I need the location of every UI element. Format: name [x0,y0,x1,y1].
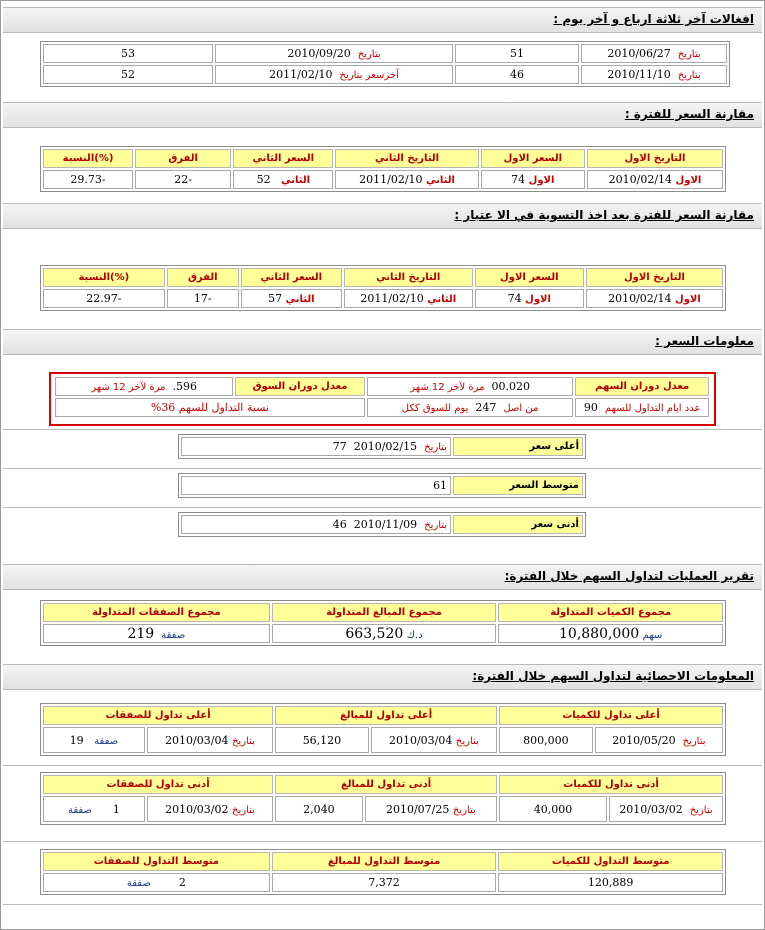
table-header-row [43,775,723,794]
section-header-quarters [3,7,762,33]
column-header: أدنى تداول للكميات [499,775,723,794]
avg-price-table [178,473,586,498]
table-row [43,170,723,189]
column-header: مجموع المبالغ المتداولة [272,603,497,622]
table-row [181,515,583,534]
column-header: التاريخ الاول [587,149,723,168]
section-title: معلومات السعر : [655,334,754,348]
date-cell: بتاريخ 2010/03/02 [609,796,723,822]
date-cell: بتاريخ 2010/06/27 [581,44,727,63]
table-row [181,476,583,495]
date-cell: آخرسعر بتاريخ 2011/02/10 [215,65,453,84]
table-row [43,289,723,308]
high-price-table [178,434,586,459]
section-title: مقارنة السعر للفترة : [624,107,754,121]
quarters-table [40,41,730,87]
avg-amount-cell: 7,372 [272,873,497,892]
table-row [55,377,709,396]
operations-table [40,600,726,646]
table-row [43,624,723,643]
divider [3,765,762,766]
section-header-price-info [3,329,762,355]
table-row [43,796,723,822]
first-price-cell: الاول 74 [481,170,585,189]
second-price-cell: الثاني 57 [241,289,342,308]
date-cell: بتاريخ 2010/03/04 [371,727,497,753]
first-date-cell: الاول 2010/02/14 [587,170,723,189]
section-title: المعلومات الاحصائية لتداول السهم خلال الفترة: [472,669,754,683]
avg-qty-cell: 120,889 [498,873,723,892]
low-trading-table [40,772,726,825]
column-header: السعر الاول [475,268,584,287]
total-deals-cell: صفقة 219 [43,624,270,643]
date-cell: بتاريخ 2010/11/10 [581,65,727,84]
second-date-cell: الثاني 2011/02/10 [344,289,473,308]
date-cell: بتاريخ 2010/09/20 [215,44,453,63]
column-header: الفرق [167,268,239,287]
high-price-cell: بتاريخ 2010/02/15 77 [181,437,451,456]
market-turnover-cell: 596. مرة لآخر 12 شهر [55,377,233,396]
divider [3,841,762,842]
divider [3,468,762,469]
section-header-statistics [3,664,762,690]
date-cell: بتاريخ 2010/03/04 [147,727,273,753]
table-row [43,727,723,753]
total-amount-cell: د.ك 663,520 [272,624,497,643]
column-header: أعلى تداول للمبالغ [275,706,497,725]
avg-deals-cell: 2 صفقة [43,873,270,892]
column-header: (%)النسبة [43,268,165,287]
column-header: متوسط التداول للصفقات [43,852,270,871]
market-days-cell: من اصل 247 يوم للسوق ككل [367,398,574,417]
table-header-row [43,852,723,871]
value-cell: 53 [43,44,213,63]
pct-cell: -22.97 [43,289,165,308]
column-header: السعر الثاني [241,268,342,287]
high-price-label: أعلى سعر [453,437,583,456]
first-price-cell: الاول 74 [475,289,584,308]
column-header: أدنى تداول للصفقات [43,775,273,794]
value-cell: 56,120 [275,727,369,753]
divider [3,904,762,905]
value-cell: 2,040 [275,796,363,822]
value-cell: 40,000 [499,796,607,822]
column-header: التاريخ الثاني [344,268,473,287]
section-title: افغالات آخر ثلاثة ارباع و آخر يوم : [553,12,754,26]
section-header-price-compare [3,102,762,128]
table-header-row [43,149,723,168]
table-header-row [43,603,723,622]
value-cell: 800,000 [499,727,593,753]
total-qty-cell: سهم 10,880,000 [498,624,723,643]
market-turnover-label: معدل دوران السوق [235,377,365,396]
low-price-label: أدنى سعر [453,515,583,534]
column-header: مجموع الكميات المتداولة [498,603,723,622]
diff-cell: -17 [167,289,239,308]
column-header: التاريخ الثاني [335,149,478,168]
column-header: التاريخ الاول [586,268,723,287]
section-title: تقرير العمليات لتداول السهم خلال الفترة: [504,569,754,583]
table-row [43,873,723,892]
trading-days-cell: عدد ايام التداول للسهم 90 [575,398,709,417]
price-compare-table [40,146,726,192]
avg-trading-table [40,849,726,895]
table-row [43,44,727,63]
section-title: مقارنة السعر للفترة بعد اخذ التسوية في الا عتبار : [454,208,754,222]
value-cell: 1 صفقة [43,796,145,822]
column-header: مجموع الصفقات المتداولة [43,603,270,622]
divider [3,507,762,508]
stock-turnover-cell: 00.020 مرة لآخر 12 شهر [367,377,574,396]
column-header: أعلى تداول للصفقات [43,706,273,725]
date-cell: بتاريخ 2010/07/25 [365,796,497,822]
table-row [181,437,583,456]
column-header: السعر الثاني [233,149,333,168]
pct-cell: -29.73 [43,170,133,189]
value-cell: 51 [455,44,579,63]
table-row [55,398,709,417]
table-header-row [43,706,723,725]
date-cell: بتاريخ 2010/05/20 [595,727,723,753]
column-header: السعر الاول [481,149,585,168]
second-date-cell: الثاني 2011/02/10 [335,170,478,189]
avg-price-cell: 61 [181,476,451,495]
trading-ratio-cell: نسبة التداول للسهم 36% [55,398,365,417]
diff-cell: -22 [135,170,231,189]
column-header: متوسط التداول للمبالغ [272,852,497,871]
column-header: أعلى تداول للكميات [499,706,723,725]
high-trading-table [40,703,726,756]
column-header: متوسط التداول للكميات [498,852,723,871]
table-header-row [43,268,723,287]
value-cell: 52 [43,65,213,84]
low-price-cell: بتاريخ 2010/11/09 46 [181,515,451,534]
value-cell: 46 [455,65,579,84]
turnover-table [53,375,711,419]
value-cell: صفقة 19 [43,727,145,753]
column-header: الفرق [135,149,231,168]
section-header-adjusted-compare [3,203,762,229]
section-header-operations [3,564,762,590]
low-price-table [178,512,586,537]
avg-price-label: متوسط السعر [453,476,583,495]
first-date-cell: الاول 2010/02/14 [586,289,723,308]
column-header: (%)النسبة [43,149,133,168]
second-price-cell: الثاني 52 [233,170,333,189]
column-header: أدنى تداول للمبالغ [275,775,497,794]
table-row [43,65,727,84]
divider [3,429,762,430]
date-cell: بتاريخ 2010/03/02 [147,796,273,822]
adjusted-compare-table [40,265,726,311]
stock-turnover-label: معدل دوران السهم [575,377,709,396]
